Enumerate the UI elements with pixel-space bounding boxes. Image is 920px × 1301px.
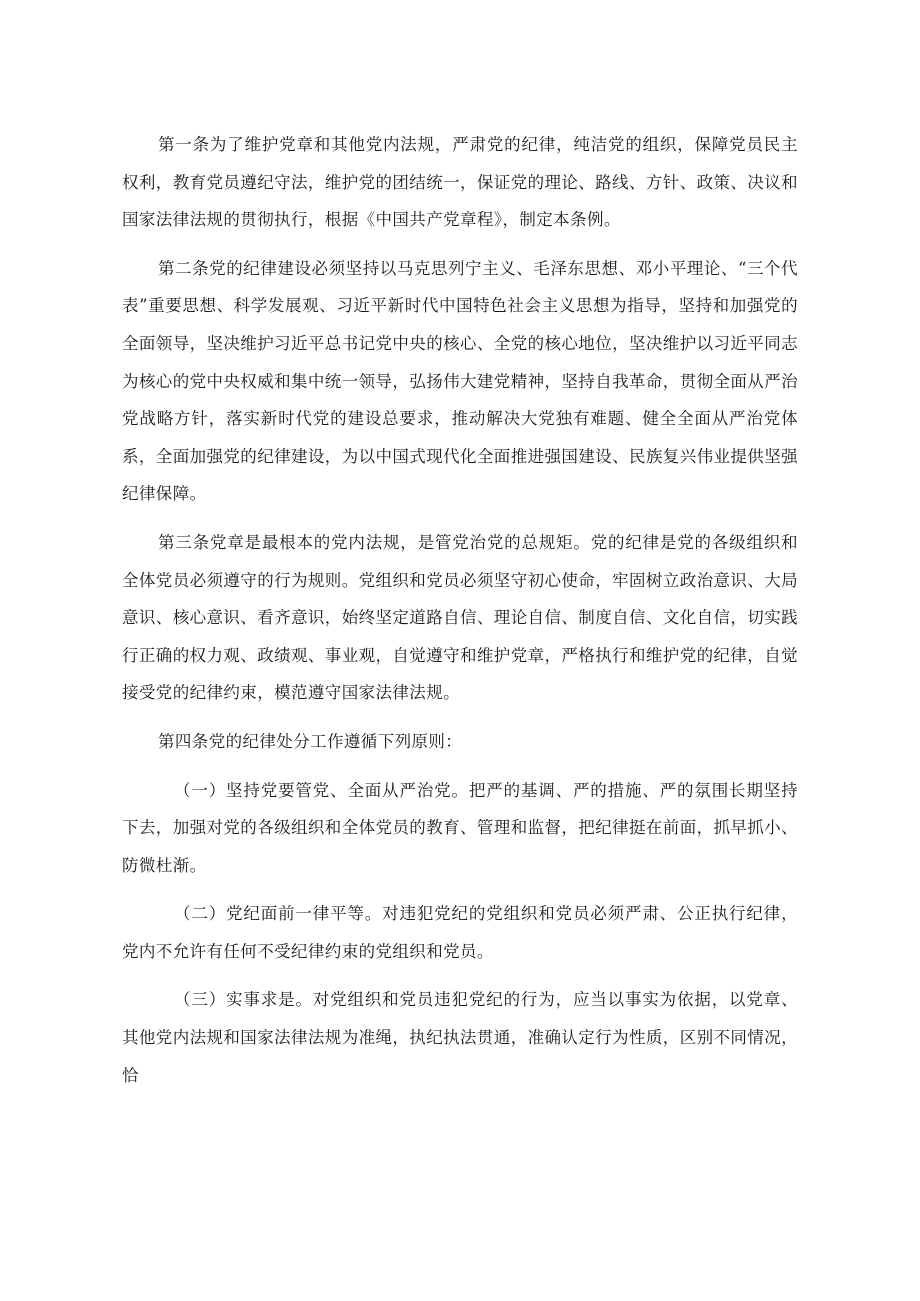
article-4-item-2: （二）党纪面前一律平等。对违犯党纪的党组织和党员必须严肃、公正执行纪律，党内不允许有任何不受纪律约束的党组织和党员。 xyxy=(122,904,798,961)
article-1-paragraph: 第一条为了维护党章和其他党内法规，严肃党的纪律，纯洁党的组织，保障党员民主权利，教育党员遵纪守法，维护党的团结统一，保证党的理论、路线、方针、政策、决议和国家法律法规的贯彻执行，根据《中国共产党章程》，制定本条例。 xyxy=(122,135,798,230)
article-4-paragraph: 第四条党的纪律处分工作遵循下列原则： xyxy=(158,731,463,751)
article-4-item-3: （三）实事求是。对党组织和党员违犯党纪的行为，应当以事实为依据，以党章、其他党内法规和国家法律法规为准绳，执纪执法贯通，准确认定行为性质，区别不同情况，恰 xyxy=(122,990,798,1085)
document-body xyxy=(122,126,798,1105)
article-3-paragraph: 第三条党章是最根本的党内法规，是管党治党的总规矩。党的纪律是党的各级组织和全体党员必须遵守的行为规则。党组织和党员必须坚守初心使命，牢固树立政治意识、大局意识、核心意识、看齐意识，始终坚定道路自信、理论自信、制度自信、文化自信，切实践行正确的权力观、政绩观、事业观，自觉遵守和维护党章，严格执行和维护党的纪律，自觉接受党的纪律约束，模范遵守国家法律法规。 xyxy=(122,532,798,703)
article-2-paragraph: 第二条党的纪律建设必须坚持以马克思列宁主义、毛泽东思想、邓小平理论、“三个代表”重要思想、科学发展观、习近平新时代中国特色社会主义思想为指导，坚持和加强党的全面领导，坚决维护习近平总书记党中央的核心、全党的核心地位，坚决维护以习近平同志为核心的党中央权威和集中统一领导，弘扬伟大建党精神，坚持自我革命，贯彻全面从严治党战略方针，落实新时代党的建设总要求，推动解决大党独有难题、健全全面从严治党体系，全面加强党的纪律建设，为以中国式现代化全面推进强国建设、民族复兴伟业提供坚强纪律保障。 xyxy=(122,258,798,504)
article-4-item-1: （一）坚持党要管党、全面从严治党。把严的基调、严的措施、严的氛围长期坚持下去，加强对党的各级组织和全体党员的教育、管理和监督，把纪律挺在前面，抓早抓小、防微杜渐。 xyxy=(122,780,798,875)
